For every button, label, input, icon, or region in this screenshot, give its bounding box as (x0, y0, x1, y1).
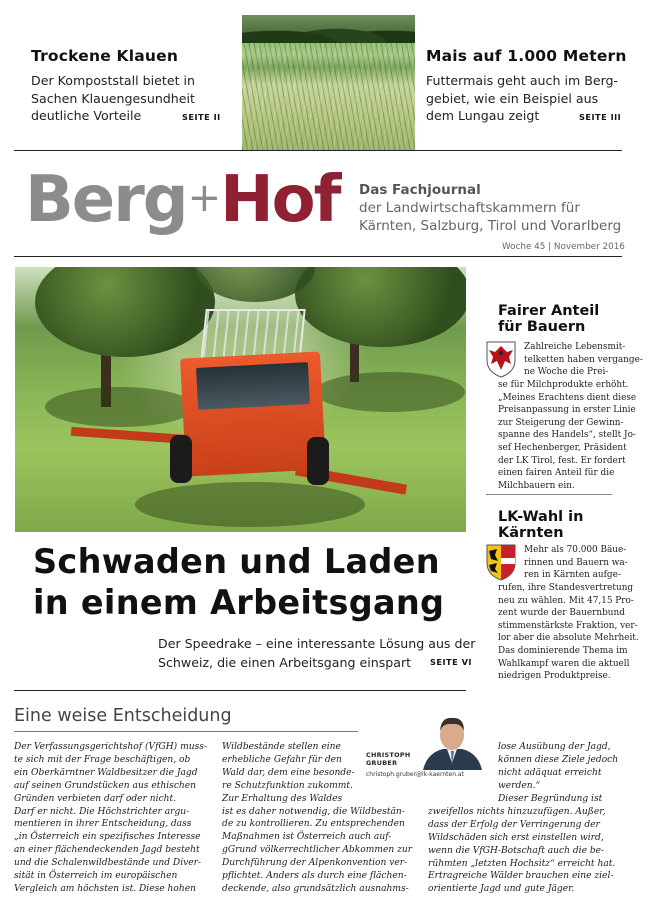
sidebar-item1-line: einen fairen Anteil für die (498, 468, 615, 479)
commentary-line: können diese Ziele jedoch (498, 754, 619, 765)
masthead-logo (25, 163, 340, 237)
sidebar-item1-line: Milchbauern ein. (498, 480, 575, 491)
commentary-line: auf seinen Grundstücken aus ethischen (14, 780, 197, 791)
sidebar-item2-line: rinnen und Bauern wa- (524, 557, 628, 568)
commentary-line: te sich mit der Frage beschäftigen, ob (14, 754, 191, 765)
commentary-line: Gründen verbieten darf oder nicht. (14, 793, 177, 804)
sidebar-item1-text (498, 379, 636, 492)
commentary-title[interactable]: Eine weise Entscheidung (14, 706, 232, 726)
commentary-column-3-top (498, 741, 618, 793)
teaser-left-title[interactable]: Trockene Klauen (31, 47, 179, 65)
teaser-left-page-ref[interactable]: SEITE II (182, 112, 221, 122)
commentary-line: orientierte Jagd und gute Jäger. (428, 884, 575, 895)
sidebar-item2-line: zent wurde der Bauernbund (498, 608, 625, 619)
commentary-line: lose Ausübung der Jagd, (498, 742, 611, 752)
lead-deck-line-1: Der Speedrake – eine interessante Lösung aus der (158, 636, 476, 651)
commentary-line: pflichtet. Anders als durch eine flächen- (222, 871, 407, 882)
sidebar-item1-line: „Meines Erachtens dient diese (498, 392, 637, 403)
author-first-name: CHRISTOPH (366, 751, 411, 759)
sidebar-divider (486, 494, 612, 495)
lead-deck (158, 634, 475, 672)
commentary-title-underline (14, 731, 358, 732)
sidebar-item1-line: telketten haben vergange- (524, 354, 643, 365)
logo-berg: Berg (25, 163, 187, 237)
sidebar-item1-line: zur Steigerung der Gewinn- (498, 417, 624, 428)
commentary-line: ist es daher notwendig, die Wildbestän- (222, 806, 405, 817)
author-last-name: GRUBER (366, 759, 398, 767)
commentary-line: gGrund völkerrechtlicher Abkommen zur (222, 845, 413, 856)
tagline-line-3: Kärnten, Salzburg, Tirol und Vorarlberg (359, 218, 622, 234)
teaser-left-text (31, 72, 195, 125)
sidebar-item2-title-line: Kärnten (498, 525, 564, 541)
commentary-line: erhebliche Gefahr für den (222, 754, 342, 765)
commentary-line: deckende, also grundsätzlich ausnahms- (222, 883, 409, 894)
commentary-line: nicht adäquat erreicht (498, 767, 602, 778)
commentary-column-1 (14, 741, 207, 896)
commentary-line: Wildschäden sich erst einstellen wird, (428, 832, 604, 843)
sidebar-item1-line: se für Milchprodukte erhöht. (498, 380, 629, 390)
commentary-line: Vergleich am höchsten ist. Diese hohen (14, 883, 196, 894)
sidebar-item2-title[interactable] (498, 509, 583, 541)
commentary-line: de zu kontrollieren. Zu entsprechenden (222, 819, 405, 830)
sidebar-item2-line: Mehr als 70.000 Bäue- (524, 545, 627, 555)
commentary-line: Zur Erhaltung des Waldes (222, 793, 343, 804)
commentary-line: Durchführung der Alpenkonvention ver- (222, 858, 408, 869)
sidebar-item2-title-line: LK-Wahl in (498, 509, 584, 525)
sidebar-item1-line: spanne des Handels“, stellt Jo- (498, 430, 636, 441)
tagline-line-2: der Landwirtschaftskammern für (359, 200, 580, 216)
sidebar-item2-line: Das dominierende Thema im (498, 645, 628, 656)
commentary-line: mentieren in ihrer Entscheidung, dass (14, 819, 192, 830)
sidebar-item2-line: neu zu wählen. Mit 47,15 Pro- (498, 595, 634, 606)
logo-plus: + (187, 175, 220, 221)
commentary-line: wenn die VfGH-Botschaft auch die be- (428, 845, 605, 856)
sidebar-item1-title-line: Fairer Anteil (498, 303, 600, 319)
top-divider (14, 150, 622, 151)
kaernten-crest-icon (485, 543, 517, 581)
sidebar-item1-title[interactable] (498, 303, 599, 335)
teaser-left-line: Sachen Klauengesundheit (31, 90, 195, 106)
sidebar-item1-line: Preisanpassung in erster Linie (498, 405, 636, 416)
teaser-left-line: deutliche Vorteile (31, 108, 142, 123)
lead-headline-line-1: Schwaden und Laden (33, 542, 440, 581)
commentary-line: Der Verfassungsgerichtshof (VfGH) muss- (14, 742, 208, 752)
commentary-line: und die Schalenwildbestände und Diver- (14, 858, 202, 869)
tagline-line-1: Das Fachjournal (359, 182, 481, 198)
commentary-line: zweifellos nichts hinzuzufügen. Außer, (428, 806, 606, 817)
sidebar-item1-line: der LK Tirol, fest. Er fordert (498, 455, 626, 466)
tirol-eagle-icon (485, 340, 517, 378)
corn-field-photo-horizon (242, 15, 415, 43)
sidebar-item2-line: ren in Kärnten aufge- (524, 570, 621, 581)
lead-page-ref[interactable]: SEITE VI (430, 657, 472, 667)
issue-date: Woche 45 | November 2016 (502, 242, 625, 252)
sidebar-item1-title-line: für Bauern (498, 319, 586, 335)
speedrake-photo (15, 267, 466, 532)
lead-divider (14, 690, 466, 691)
commentary-line: Ertragreiche Wälder brauchen eine ziel- (428, 871, 614, 882)
commentary-line: Maßnahmen ist Österreich auch auf- (222, 832, 392, 843)
author-portrait (415, 713, 490, 770)
logo-hof: Hof (220, 163, 340, 237)
commentary-line: Dieser Begründung ist (498, 794, 603, 804)
teaser-right-line: dem Lungau zeigt (426, 108, 540, 123)
commentary-line: dass der Erfolg der Verringerung der (428, 819, 600, 830)
lead-deck-line-2: Schweiz, die einen Arbeitsgang einspart (158, 655, 412, 670)
commentary-line: ein Oberkärntner Waldbesitzer die Jagd (14, 767, 198, 778)
sidebar-item2-text (498, 582, 639, 683)
commentary-line: Wald dar, dem eine besonde- (222, 767, 355, 778)
author-email[interactable]: christoph.gruber@lk-kaernten.at (366, 771, 464, 778)
sidebar-item2-line: niedrigen Produktpreise. (498, 671, 611, 682)
sidebar-item2-line: lor aber die absolute Mehrheit. (498, 633, 639, 644)
commentary-line: rühmten „letzten Hochsitz“ erreicht hat. (428, 858, 616, 869)
author-name (366, 751, 410, 767)
commentary-line: „in Österreich ein spezifisches Interesse (14, 832, 201, 843)
sidebar-item1-line: sef Hechenberger, Präsident (498, 442, 627, 453)
commentary-line: an einer flächendeckenden Jagd besteht (14, 845, 200, 856)
teaser-right-line: Futtermais geht auch im Berg- (426, 73, 619, 88)
commentary-line: re Schutzfunktion zukommt. (222, 780, 353, 791)
commentary-line: Darf er nicht. Die Höchstrichter argu- (14, 806, 190, 817)
sidebar-item1-line: Zahlreiche Lebensmit- (524, 342, 626, 352)
masthead-divider (14, 256, 622, 257)
teaser-right-title[interactable]: Mais auf 1.000 Metern (426, 47, 627, 65)
sidebar-item1-line: ne Woche die Prei- (524, 367, 609, 378)
commentary-line: werden.“ (498, 780, 541, 791)
teaser-left-line: Der Kompoststall bietet in (31, 73, 195, 88)
sidebar-item2-line: Wahlkampf waren die aktuell (498, 658, 630, 669)
lead-headline[interactable] (33, 541, 444, 623)
sidebar-item1-text-indented (524, 341, 643, 379)
teaser-right-line: gebiet, wie ein Beispiel aus (426, 90, 599, 106)
lead-headline-line-2: in einem Arbeitsgang (33, 583, 445, 622)
teaser-right-page-ref[interactable]: SEITE III (579, 112, 622, 122)
sidebar-item2-line: stimmenstärkste Fraktion, ver- (498, 620, 638, 631)
commentary-line: Wildbestände stellen eine (222, 742, 341, 752)
commentary-line: sität in Österreich im europäischen (14, 871, 178, 882)
masthead-tagline (359, 181, 621, 235)
sidebar-item2-text-indented (524, 544, 628, 582)
sidebar-item2-line: rufen, ihre Standesvertretung (498, 583, 634, 593)
commentary-column-3 (428, 793, 615, 896)
